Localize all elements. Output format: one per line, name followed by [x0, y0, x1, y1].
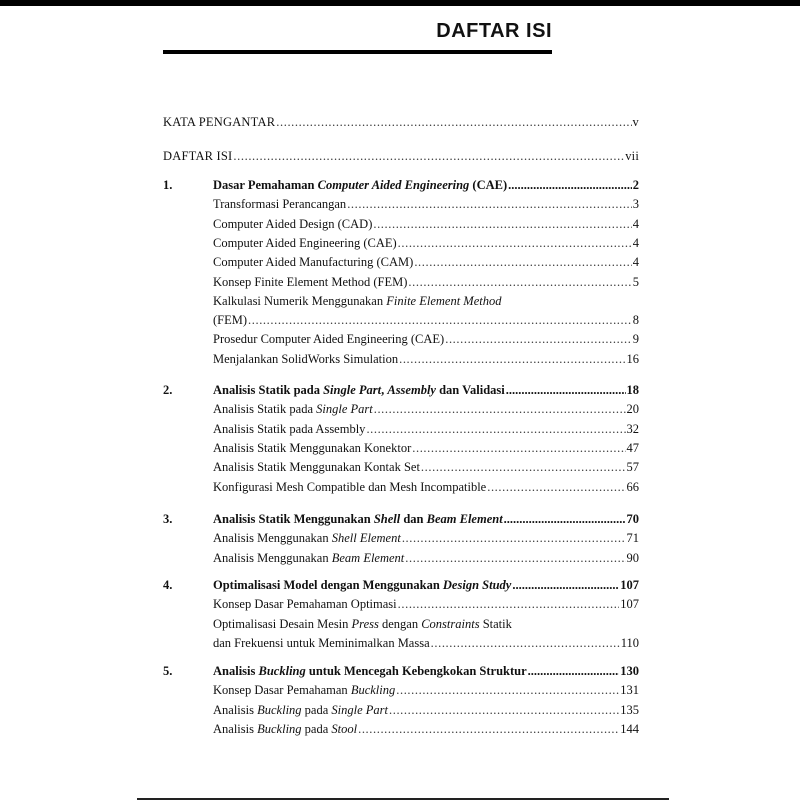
text-part: Computer Aided Manufacturing (CAM): [213, 255, 414, 270]
subentry-title: [213, 217, 372, 232]
toc-entry-page: vii: [625, 149, 639, 163]
top-border: [0, 0, 800, 6]
italic-term: Buckling: [258, 664, 306, 678]
toc-chapter-entry[interactable]: [213, 664, 639, 679]
leader-dots: [399, 352, 625, 367]
chapter-number: 5.: [163, 664, 173, 678]
subentry-title: [213, 441, 411, 456]
toc-chapter-entry[interactable]: [213, 178, 639, 193]
text-part: Computer Aided Engineering (CAE): [213, 235, 397, 250]
leader-dots: [373, 217, 631, 232]
leader-dots: [504, 512, 626, 527]
subentry-title: [213, 332, 444, 347]
subentry-title: [213, 683, 395, 698]
leader-dots: [374, 402, 626, 417]
text-part: Analisis Statik Menggunakan: [213, 512, 374, 526]
chapter-title: [213, 383, 505, 398]
subentry-page: 4: [632, 235, 639, 250]
italic-term: Buckling: [350, 683, 396, 698]
toc-subentry[interactable]: [213, 480, 639, 495]
subentry-title: [213, 275, 407, 290]
italic-term: Press: [351, 616, 379, 631]
leader-dots: [431, 636, 620, 651]
chapter-title: [213, 178, 507, 193]
subentry-page: 5: [632, 274, 639, 289]
subentry-title: [213, 722, 357, 737]
subentry-page: 4: [632, 255, 639, 270]
text-part: untuk Mencegah Kebengkokan Struktur: [305, 664, 527, 678]
text-part: Analisis: [213, 702, 258, 717]
text-part: Statik: [479, 616, 512, 631]
chapter-page: 2: [632, 178, 639, 192]
text-part: Analisis Statik Menggunakan Kontak Set: [213, 460, 420, 475]
leader-dots: [408, 275, 631, 290]
toc-subentry-line: [213, 617, 639, 632]
toc-subentry[interactable]: [213, 255, 639, 270]
subentry-page: 71: [626, 531, 639, 546]
subentry-page: 47: [626, 440, 639, 455]
toc-subentry[interactable]: [213, 460, 639, 475]
text-part: Analisis Statik pada: [213, 383, 324, 397]
title-underline: [163, 50, 552, 54]
subentry-page: 110: [620, 635, 639, 650]
subentry-title: [213, 597, 397, 612]
text-part: Konsep Dasar Pemahaman Optimasi: [213, 597, 397, 612]
leader-dots: [405, 551, 625, 566]
toc-subentry[interactable]: [213, 441, 639, 456]
toc-subentry[interactable]: [213, 551, 639, 566]
text-part: Analisis: [213, 721, 258, 736]
chapter-title: [213, 578, 511, 593]
toc-entry-title: KATA PENGANTAR: [163, 115, 276, 129]
toc-subentry[interactable]: [213, 402, 639, 417]
leader-dots: [366, 422, 625, 437]
text-part: dengan: [378, 616, 422, 631]
leader-dots: [528, 664, 620, 679]
chapter-number: 1.: [163, 178, 173, 192]
subentry-title: [213, 531, 401, 546]
text-part: Transformasi Perancangan: [213, 197, 347, 212]
toc-subentry[interactable]: [213, 217, 639, 232]
toc-subentry[interactable]: [213, 352, 639, 367]
toc-subentry[interactable]: [213, 332, 639, 347]
toc-subentry[interactable]: [213, 703, 639, 718]
leader-dots: [233, 149, 624, 164]
text-part: dan Validasi: [435, 383, 505, 397]
text-part: Dasar Pemahaman: [213, 178, 318, 192]
subentry-title: [213, 313, 247, 328]
subentry-title: [213, 422, 365, 437]
subentry-title: [213, 636, 430, 651]
toc-subentry[interactable]: [213, 531, 639, 546]
subentry-page: 3: [632, 197, 639, 212]
toc-subentry[interactable]: [213, 313, 639, 328]
text-part: dan: [400, 512, 427, 526]
leader-dots: [248, 313, 632, 328]
text-part: Analisis Menggunakan: [213, 531, 332, 546]
text-part: ,: [381, 383, 388, 397]
italic-term: Assembly: [387, 383, 436, 397]
toc-subentry[interactable]: [213, 275, 639, 290]
subentry-page: 144: [620, 721, 639, 736]
leader-dots: [358, 722, 619, 737]
italic-term: Single Part: [323, 383, 382, 397]
subentry-title: [213, 703, 388, 718]
leader-dots: [398, 236, 632, 251]
chapter-number: 4.: [163, 578, 173, 592]
leader-dots: [508, 178, 632, 193]
leader-dots: [512, 578, 619, 593]
text-part: Computer Aided Design (CAD): [213, 216, 373, 231]
leader-dots: [398, 597, 620, 612]
leader-dots: [402, 531, 626, 546]
subentry-page: 32: [626, 421, 639, 436]
subentry-page: 135: [620, 702, 639, 717]
chapter-number: 2.: [163, 383, 173, 397]
subentry-title: [213, 197, 346, 212]
subentry-title: [213, 402, 373, 417]
toc-subentry[interactable]: [213, 683, 639, 698]
leader-dots: [389, 703, 619, 718]
text-part: pada: [301, 721, 332, 736]
italic-term: Beam Element: [426, 512, 503, 526]
chapter-number: 3.: [163, 512, 173, 526]
text-part: Analisis Statik pada: [213, 402, 317, 417]
italic-term: Finite Element Method: [386, 293, 502, 308]
text-part: (CAE): [469, 178, 508, 192]
italic-term: Buckling: [257, 721, 302, 736]
text-part: Optimalisasi Desain Mesin: [213, 616, 352, 631]
italic-term: Single Part: [316, 402, 373, 417]
text-part: (FEM): [213, 313, 248, 328]
leader-dots: [396, 683, 619, 698]
toc-front-entry[interactable]: [163, 115, 639, 130]
text-part: Analisis Statik pada Assembly: [213, 421, 366, 436]
subentry-page: 8: [632, 313, 639, 328]
chapter-page: 130: [620, 664, 639, 678]
chapter-title: [213, 664, 527, 679]
subentry-page: 16: [626, 351, 639, 366]
text-part: Kalkulasi Numerik Menggunakan: [213, 293, 387, 308]
subentry-title: [213, 551, 404, 566]
subentry-title: [213, 255, 413, 270]
text-part: Konsep Dasar Pemahaman: [213, 683, 351, 698]
leader-dots: [445, 332, 632, 347]
text-part: Prosedur Computer Aided Engineering (CAE): [213, 332, 445, 347]
subentry-page: 4: [632, 216, 639, 231]
italic-term: Buckling: [257, 702, 302, 717]
italic-term: Constraints: [421, 616, 480, 631]
leader-dots: [276, 115, 631, 130]
text-part: pada: [301, 702, 332, 717]
chapter-page: 70: [626, 512, 639, 526]
toc-chapter-entry[interactable]: [213, 578, 639, 593]
chapter-page: 18: [626, 383, 639, 397]
italic-term: Design Study: [442, 578, 512, 592]
toc-subentry[interactable]: [213, 197, 639, 212]
subentry-title: [213, 480, 486, 495]
text-part: Menjalankan SolidWorks Simulation: [213, 351, 399, 366]
subentry-title: [213, 236, 397, 251]
subentry-page: 57: [626, 460, 639, 475]
subentry-title: [213, 460, 420, 475]
toc-subentry[interactable]: [213, 236, 639, 251]
toc-subentry[interactable]: [213, 636, 639, 651]
toc-chapter-entry[interactable]: [213, 512, 639, 527]
leader-dots: [414, 255, 631, 270]
subentry-page: 20: [626, 402, 639, 417]
italic-term: Shell: [373, 512, 401, 526]
italic-term: Stool: [331, 721, 358, 736]
toc-subentry[interactable]: [213, 422, 639, 437]
leader-dots: [347, 197, 632, 212]
toc-entry-title: DAFTAR ISI: [163, 149, 233, 163]
subentry-page: 9: [632, 332, 639, 347]
italic-term: Computer Aided Engineering: [317, 178, 470, 192]
subentry-page: 131: [620, 683, 639, 698]
leader-dots: [421, 460, 626, 475]
text-part: Konfigurasi Mesh Compatible dan Mesh Incompatible: [213, 479, 487, 494]
toc-subentry[interactable]: [213, 722, 639, 737]
italic-term: Beam Element: [331, 550, 405, 565]
toc-front-entry[interactable]: [163, 149, 639, 164]
text-part: Analisis Menggunakan: [213, 550, 332, 565]
italic-term: Shell Element: [331, 531, 401, 546]
leader-dots: [412, 441, 625, 456]
chapter-title: [213, 512, 503, 527]
subentry-page: 66: [626, 479, 639, 494]
italic-term: Single Part: [331, 702, 388, 717]
toc-entry-page: v: [632, 115, 639, 129]
chapter-page: 107: [620, 578, 639, 592]
subentry-page: 107: [620, 597, 639, 612]
subentry-page: 90: [626, 550, 639, 565]
leader-dots: [487, 480, 625, 495]
toc-subentry-line: [213, 294, 639, 309]
toc-chapter-entry[interactable]: [213, 383, 639, 398]
text-part: Optimalisasi Model dengan Menggunakan: [213, 578, 443, 592]
text-part: Konsep Finite Element Method (FEM): [213, 274, 408, 289]
leader-dots: [506, 383, 626, 398]
text-part: dan Frekuensi untuk Meminimalkan Massa: [213, 635, 430, 650]
toc-subentry[interactable]: [213, 597, 639, 612]
text-part: Analisis Statik Menggunakan Konektor: [213, 440, 412, 455]
text-part: Analisis: [213, 664, 259, 678]
subentry-title: [213, 352, 398, 367]
page-title: DAFTAR ISI: [436, 20, 552, 42]
